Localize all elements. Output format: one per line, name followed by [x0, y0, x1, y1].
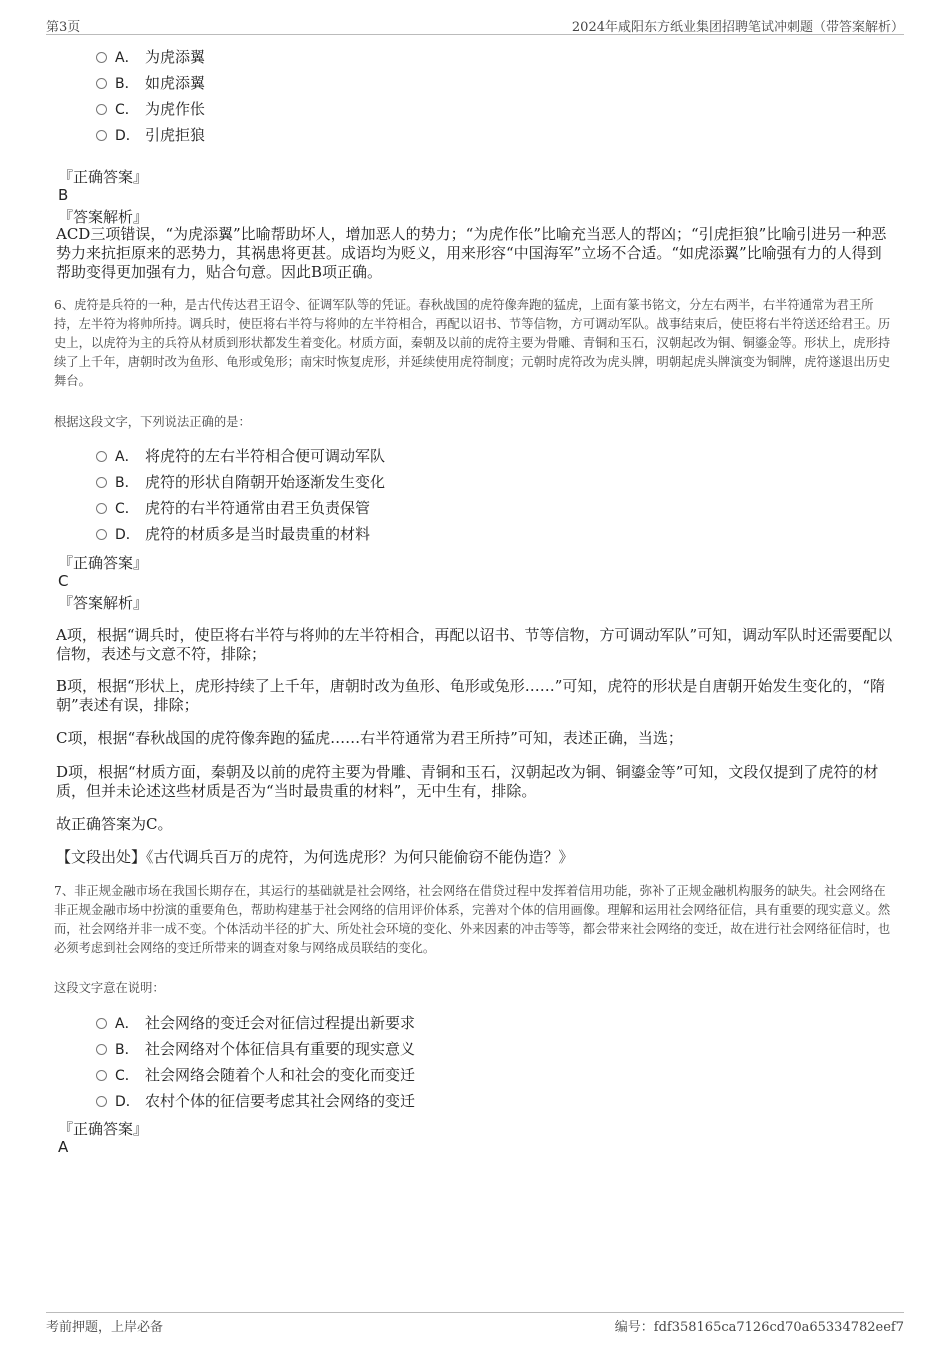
q5-analysis-label: 『答案解析』	[58, 208, 149, 226]
q5-answer: B	[58, 186, 69, 204]
radio-icon[interactable]	[96, 52, 107, 63]
q5-options	[96, 46, 205, 150]
q6-option-c[interactable]: C． 虎符的右半符通常由君王负责保管	[96, 497, 385, 523]
page-header	[46, 14, 904, 35]
q6-analysis-b: B项，根据“形状上，虎形持续了上千年，唐朝时改为鱼形、龟形或兔形……”可知，虎符的形状是自唐朝开始发生变化的，“隋朝”表述有误，排除；	[56, 677, 886, 714]
q6-analysis-label: 『答案解析』	[58, 594, 149, 612]
q5-analysis: ACD三项错误，“为虎添翼”比喻帮助坏人，增加恶人的势力；“为虎作伥”比喻充当恶人的帮凶；“引虎拒狼”比喻引进另一种恶势力来抗拒原来的恶势力，其祸患将更甚。成语均为贬义，用来形容“中国海军”立场不合适。“如虎添翼”比喻强有力的人得到帮助变得更加强有力，贴合句意。因此B项正确。	[56, 225, 887, 281]
radio-icon[interactable]	[96, 104, 107, 115]
q6-analysis-c: C项，根据“春秋战国的虎符像奔跑的猛虎……右半符通常为君王所持”可知，表述正确，当选；	[56, 729, 683, 747]
q5-answer-label: 『正确答案』	[58, 168, 149, 186]
radio-icon[interactable]	[96, 78, 107, 89]
q7-option-a[interactable]: A． 社会网络的变迁会对征信过程提出新要求	[96, 1012, 415, 1038]
radio-icon[interactable]	[96, 451, 107, 462]
q6-options	[96, 445, 385, 549]
radio-icon[interactable]	[96, 529, 107, 540]
page-footer	[46, 1312, 904, 1335]
q7-option-b[interactable]: B． 社会网络对个体征信具有重要的现实意义	[96, 1038, 415, 1064]
q6-option-a[interactable]: A． 将虎符的左右半符相合便可调动军队	[96, 445, 385, 471]
radio-icon[interactable]	[96, 1044, 107, 1055]
q7-options	[96, 1012, 415, 1116]
q6-source: 【文段出处】《古代调兵百万的虎符，为何选虎形？为何只能偷窃不能伪造？》	[56, 848, 574, 866]
radio-icon[interactable]	[96, 477, 107, 488]
footer-slogan: 考前押题，上岸必备	[46, 1320, 164, 1335]
q7-option-d[interactable]: D． 农村个体的征信要考虑其社会网络的变迁	[96, 1090, 415, 1116]
q7-answer-label: 『正确答案』	[58, 1120, 149, 1138]
document-title: 2024年咸阳东方纸业集团招聘笔试冲刺题（带答案解析）	[571, 20, 904, 35]
q7-option-c[interactable]: C． 社会网络会随着个人和社会的变化而变迁	[96, 1064, 415, 1090]
q6-conclusion: 故正确答案为C。	[56, 815, 173, 833]
q6-answer: C	[58, 572, 69, 590]
radio-icon[interactable]	[96, 1070, 107, 1081]
q6-passage: 6、虎符是兵符的一种，是古代传达君王诏令、征调军队等的凭证。春秋战国的虎符像奔跑的猛虎，上面有篆书铭文，分左右两半，右半符通常为君王所持，左半符为将帅所持。调兵时，使臣将右半符与将帅的左半符相合，再配以诏书、节等信物，方可调动军队。战事结束后，使臣将右半符送还给君王。历史上，以虎符为主的兵符从材质到形状都发生着变化。材质方面，秦朝及以前的虎符主要为骨雕、青铜和玉石，汉朝起改为铜、铜鎏金等。形状上，虎形持续了上千年，唐朝时改为鱼形、龟形或兔形；南宋时恢复虎形，并延续使用虎符制度；元朝时虎符改为虎头牌，明朝起虎头牌演变为铜牌，虎符遂退出历史舞台。	[54, 298, 891, 388]
radio-icon[interactable]	[96, 1096, 107, 1107]
q6-analysis-a: A项，根据“调兵时，使臣将右半符与将帅的左半符相合，再配以诏书、节等信物，方可调动军队”可知，调动军队时还需要配以信物，表述与文意不符，排除；	[56, 626, 893, 663]
radio-icon[interactable]	[96, 1018, 107, 1029]
q7-passage: 7、非正规金融市场在我国长期存在，其运行的基础就是社会网络，社会网络在借贷过程中发挥着信用功能，弥补了正规金融机构服务的缺失。社会网络在非正规金融市场中扮演的重要角色，帮助构建基于社会网络的信用评价体系，完善对个体的信用画像。理解和运用社会网络征信，具有重要的现实意义。然而，社会网络并非一成不变。个体活动半径的扩大、所处社会环境的变化、外来因素的冲击等等，都会带来社会网络的变迁，故在进行社会网络征信时，也必须考虑到社会网络的变迁所带来的调查对象与网络成员联结的变化。	[54, 884, 891, 955]
q5-option-b[interactable]: B． 如虎添翼	[96, 72, 205, 98]
q6-option-b[interactable]: B． 虎符的形状自隋朝开始逐渐发生变化	[96, 471, 385, 497]
q7-stem: 这段文字意在说明：	[54, 981, 165, 995]
q6-answer-label: 『正确答案』	[58, 554, 149, 572]
q5-option-a[interactable]: A． 为虎添翼	[96, 46, 205, 72]
q5-option-c[interactable]: C． 为虎作伥	[96, 98, 205, 124]
q7-answer: A	[58, 1138, 69, 1156]
q6-stem: 根据这段文字，下列说法正确的是：	[54, 415, 251, 429]
radio-icon[interactable]	[96, 503, 107, 514]
footer-serial: 编号：fdf358165ca7126cd70a65334782eef7	[614, 1320, 904, 1335]
q5-option-d[interactable]: D． 引虎拒狼	[96, 124, 205, 150]
page-number: 第3页	[46, 20, 81, 35]
q6-option-d[interactable]: D． 虎符的材质多是当时最贵重的材料	[96, 523, 385, 549]
radio-icon[interactable]	[96, 130, 107, 141]
q6-analysis-d: D项，根据“材质方面，秦朝及以前的虎符主要为骨雕、青铜和玉石，汉朝起改为铜、铜鎏金等”可知，文段仅提到了虎符的材质，但并未论述这些材质是否为“当时最贵重的材料”，无中生有，排除。	[56, 763, 879, 800]
